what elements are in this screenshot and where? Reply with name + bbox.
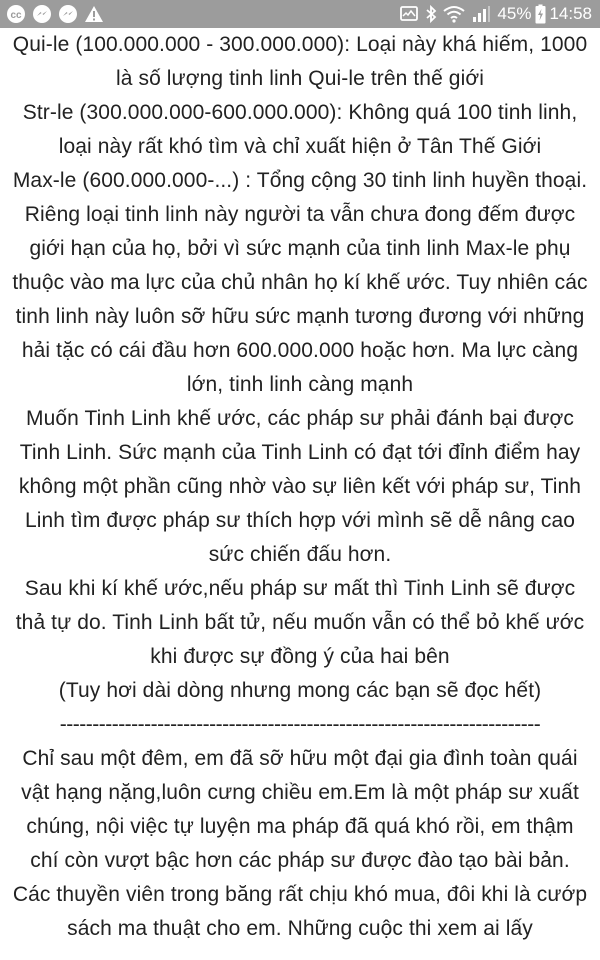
clock: 14:58 xyxy=(549,4,592,23)
system-indicators xyxy=(399,0,600,28)
cc-icon xyxy=(6,4,26,24)
battery-charging-icon xyxy=(535,4,546,24)
story-paragraph: Chỉ sau một đêm, em đã sỡ hữu một đại gia đình toàn quái vật hạng nặng,luôn cưng chiều em.Em là một pháp sư xuất chúng, nội việc tự luyện ma pháp đã quá khó rồi, em thậm chí còn vượt bậc hơn các pháp sư được đào tạo bài bản. Các thuyền viên trong băng rất chịu khó mua, đôi khi là cướp sách ma thuật cho em. Những cuộc thi xem ai lấy xyxy=(12,747,588,940)
story-paragraph: Max-le (600.000.000-...) : Tổng cộng 30 tinh linh huyền thoại. Riêng loại tinh linh này người ta vẫn chưa đong đếm được giới hạn của họ, bởi vì sức mạnh của tinh linh Max-le phụ thuộc vào ma lực của chủ nhân họ kí khế ước. Tuy nhiên các tinh linh này luôn sỡ hữu sức mạnh tương đương với những hải tặc có cái đầu hơn 600.000.000 hoặc hơn. Ma lực càng lớn, tinh linh càng mạnh xyxy=(12,169,588,396)
messenger-icon xyxy=(32,4,52,24)
story-paragraph: Qui-le (100.000.000 - 300.000.000): Loại này khá hiếm, 1000 là số lượng tinh linh Qui-le trên thế giới xyxy=(12,33,588,90)
bluetooth-icon xyxy=(425,4,437,24)
story-paragraph: Str-le (300.000.000-600.000.000): Không quá 100 tinh linh, loại này rất khó tìm và chỉ xuất hiện ở Tân Thế Giới xyxy=(22,101,578,158)
notification-icons xyxy=(0,0,110,28)
svg-text:cc: cc xyxy=(10,10,22,21)
signal-icon xyxy=(471,5,491,23)
battery-percentage: 45% xyxy=(497,4,532,23)
messenger-icon xyxy=(58,4,78,24)
story-paragraph: Sau khi kí khế ước,nếu pháp sư mất thì Tinh Linh sẽ được thả tự do. Tinh Linh bất tử, nếu muốn vẫn có thể bỏ khế ước khi được sự đồng ý của hai bên xyxy=(15,577,585,668)
warning-icon xyxy=(84,4,104,24)
story-paragraph: Muốn Tinh Linh khế ước, các pháp sư phải đánh bại được Tinh Linh. Sức mạnh của Tinh Linh có đạt tới đỉnh điểm hay không một phần cũng nhờ vào sự liên kết với pháp sư, Tinh Linh tìm được pháp sư thích hợp với mình sẽ dễ nâng cao sức chiến đấu hơn. xyxy=(18,407,582,566)
story-paragraph: (Tuy hơi dài dòng nhưng mong các bạn sẽ đọc hết) xyxy=(58,679,542,702)
story-text xyxy=(0,28,600,946)
wifi-icon xyxy=(443,5,465,23)
divider-line: -------------------------------------------------------------------------- xyxy=(59,713,541,736)
reading-view[interactable] xyxy=(0,28,600,960)
cast-icon xyxy=(399,5,419,23)
status-bar xyxy=(0,0,600,28)
